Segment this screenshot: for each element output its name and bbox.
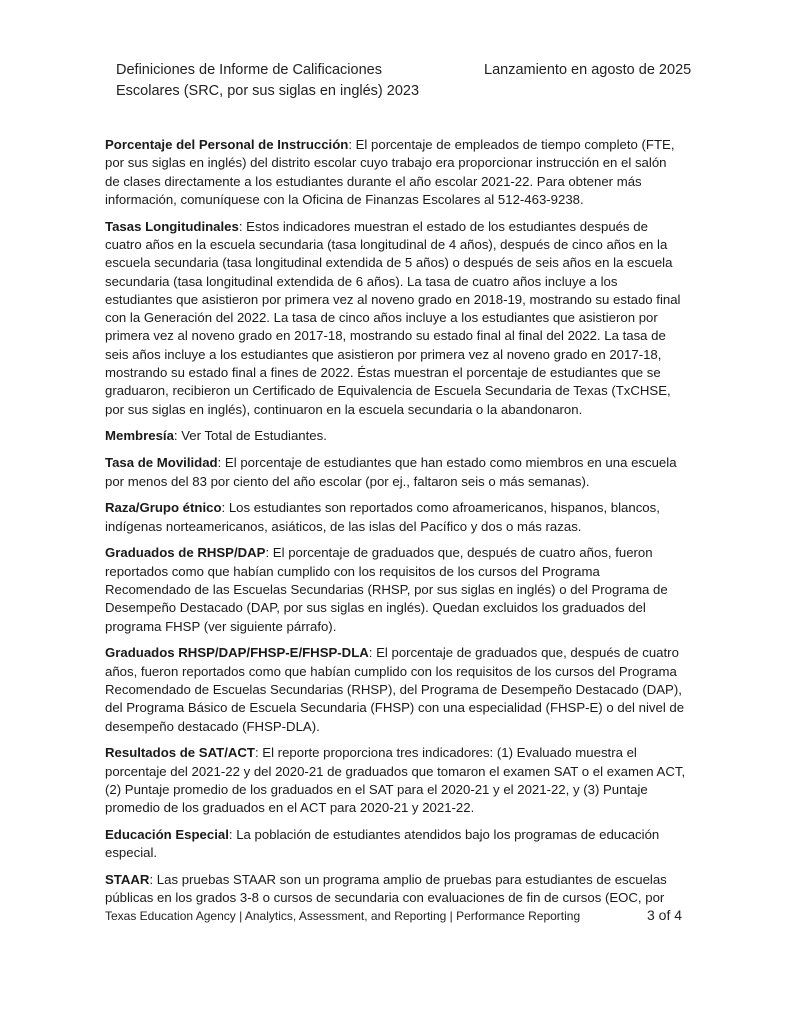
definition-text: secundaria (tasa longitudinal extendida de 6 años). La tasa de cuatro años incluye a los (105, 273, 618, 289)
definition-paragraph (105, 644, 705, 735)
definition-line (105, 763, 705, 781)
definition-text: años, fueron reportados como que habían cumplido con los requisitos de los cursos del Programa (105, 663, 677, 679)
definition-paragraph (105, 744, 705, 817)
definition-line (105, 826, 705, 844)
definition-text: programa FHSP (ver siguiente párrafo). (105, 618, 337, 634)
document-title (116, 60, 419, 102)
definition-line (105, 473, 705, 491)
definition-line (105, 273, 705, 291)
definition-term: Resultados de SAT/ACT (105, 745, 255, 761)
definition-paragraph (105, 826, 705, 863)
page-number: 3 of 4 (647, 907, 683, 923)
definition-term: Tasas Longitudinales (105, 218, 239, 234)
definition-line (105, 799, 705, 817)
definition-text: primera vez al noveno grado en 2017-18, mostrando su estado final al final del 2022. La tasa de (105, 328, 666, 344)
definition-line (105, 236, 705, 254)
definition-text: por menos del 83 por ciento del año escolar (por ej., faltaron seis o más semanas). (105, 473, 590, 489)
definition-text: información, comuníquese con la Oficina de Finanzas Escolares al 512-463-9238. (105, 191, 584, 207)
definition-line (105, 291, 705, 309)
definition-line (105, 544, 705, 562)
definition-paragraph (105, 454, 705, 491)
definition-line (105, 254, 705, 272)
title-line-2: Escolares (SRC, por sus siglas en inglés) 2023 (116, 83, 420, 99)
definition-line (105, 844, 705, 862)
release-date: Lanzamiento en agosto de 2025 (484, 62, 692, 78)
definition-term: Tasa de Movilidad (105, 455, 218, 471)
definition-text: promedio de los graduados en el ACT para 2020-21 y 2021-22. (105, 800, 475, 816)
definition-text: del Programa Básico de Escuela Secundaria (FHSP) con una especialidad (FHSP-E) o del nivel de (105, 700, 685, 716)
definition-text: : Estos indicadores muestran el estado de los estudiantes después de (238, 218, 648, 234)
definition-term: Raza/Grupo étnico (105, 500, 222, 516)
definition-line (105, 663, 705, 681)
definition-line (105, 563, 705, 581)
definition-text: indígenas norteamericanos, asiáticos, de las islas del Pacífico y dos o más razas. (105, 518, 582, 534)
definition-term: STAAR (105, 872, 150, 888)
definition-text: graduaron, recibieron un Certificado de Equivalencia de Escuela Secundaria de Texas (TxCHSE, (105, 383, 671, 399)
definition-paragraph (105, 427, 705, 445)
title-line-1: Definiciones de Informe de Calificaciones (116, 62, 382, 78)
definition-text: (2) Puntaje promedio de los graduados en el SAT para el 2020-21 y el 2021-22, y (3) Puntaje (105, 782, 648, 797)
definition-paragraph (105, 218, 705, 419)
definition-line (105, 871, 705, 889)
definition-text: seis años incluye a los estudiantes que asistieron por primera vez al noveno grado en 2017-18, (105, 346, 662, 362)
definition-text: porcentaje del 2021-22 y del 2020-21 de graduados que tomaron el examen SAT o el examen ACT, (105, 763, 686, 779)
definition-text: : Ver Total de Estudiantes. (173, 428, 327, 444)
definition-line (105, 744, 705, 762)
definition-text: : El porcentaje de graduados que, después de cuatro (368, 645, 679, 661)
definition-line (105, 454, 705, 472)
definition-line (105, 327, 705, 345)
definition-text: por sus siglas en inglés) del distrito escolar cuyo trabajo era proporcionar instrucción en el salón (105, 155, 667, 171)
definition-line (105, 599, 705, 617)
definition-line (105, 173, 705, 191)
definition-text: : El reporte proporciona tres indicadores: (1) Evaluado muestra el (254, 745, 637, 761)
definition-term: Membresía (105, 428, 174, 444)
definition-paragraph (105, 499, 705, 536)
footer-text: Texas Education Agency | Analytics, Assessment, and Reporting | Performance Reporting (105, 909, 581, 923)
definition-paragraph (105, 871, 705, 908)
definition-line (105, 518, 705, 536)
definition-text: Recomendado de las Escuelas Secundarias (RHSP, por sus siglas en inglés) o del Programa de (105, 582, 668, 598)
definition-text: públicas en los grados 3-8 o cursos de secundaria con evaluaciones de fin de cursos (EOC, por (105, 890, 665, 906)
definition-line (105, 718, 705, 736)
definition-text: Recomendado de Escuelas Secundarias (RHSP), del Programa de Desempeño Destacado (DAP), (105, 682, 682, 698)
definition-term: Graduados de RHSP/DAP (105, 545, 266, 561)
definition-line (105, 581, 705, 599)
definition-text: : El porcentaje de estudiantes que han estado como miembros en una escuela (217, 455, 677, 471)
definition-line (105, 699, 705, 717)
definition-text: reportados como que habían cumplido con los requisitos de los cursos del Programa (105, 563, 600, 579)
definition-line (105, 136, 705, 154)
definition-line (105, 382, 705, 400)
definition-line (105, 401, 705, 419)
definition-line (105, 309, 705, 327)
definition-text: con la Generación del 2022. La tasa de cinco años incluye a los estudiantes que asistieron por (105, 310, 658, 326)
definition-paragraph (105, 544, 705, 635)
definition-text: estudiantes que asistieron por primera vez al noveno grado en 2018-19, mostrando su estado final (105, 291, 681, 307)
definition-text: por sus siglas en inglés), continuaron en la escuela secundaria o la abandonaron. (105, 401, 583, 417)
definition-paragraph (105, 136, 705, 209)
definition-text: : La población de estudiantes atendidos bajo los programas de educación (228, 827, 660, 843)
definition-line (105, 644, 705, 662)
definition-text: : El porcentaje de empleados de tiempo completo (FTE, (348, 137, 675, 152)
definitions-list (105, 136, 705, 916)
definition-line (105, 681, 705, 699)
definition-line (105, 346, 705, 364)
definition-term: Porcentaje del Personal de Instrucción (105, 137, 349, 152)
definition-line (105, 191, 705, 209)
definition-text: Desempeño Destacado (DAP, por sus siglas en inglés). Quedan excluidos los graduados del (105, 600, 646, 616)
definition-term: Graduados RHSP/DAP/FHSP-E/FHSP-DLA (105, 645, 369, 661)
definition-text: mostrando su estado final a fines de 2022. Éstas muestran el porcentaje de estudiantes que se (105, 365, 661, 381)
definition-text: especial. (105, 845, 158, 861)
definition-text: desempeño destacado (FHSP-DLA). (105, 718, 320, 734)
definition-line (105, 499, 705, 517)
definition-line (105, 427, 705, 445)
definition-line (105, 889, 705, 907)
definition-text: : Las pruebas STAAR son un programa amplio de pruebas para estudiantes de escuelas (149, 872, 667, 888)
definition-line (105, 781, 705, 799)
definition-line (105, 618, 705, 636)
definition-term: Educación Especial (105, 827, 229, 843)
definition-text: : Los estudiantes son reportados como afroamericanos, hispanos, blancos, (221, 500, 660, 516)
definition-text: : El porcentaje de graduados que, después de cuatro años, fueron (265, 545, 653, 561)
definition-text: cuatro años en la escuela secundaria (tasa longitudinal de 4 años), después de cinco años en la (105, 236, 668, 252)
definition-text: de clases directamente a los estudiantes durante el año escolar 2021-22. Para obtener más (105, 173, 642, 189)
definition-line (105, 364, 705, 382)
definition-text: escuela secundaria (tasa longitudinal extendida de 5 años) o después de seis años en la escuela (105, 255, 673, 271)
definition-line (105, 218, 705, 236)
definition-line (105, 154, 705, 172)
